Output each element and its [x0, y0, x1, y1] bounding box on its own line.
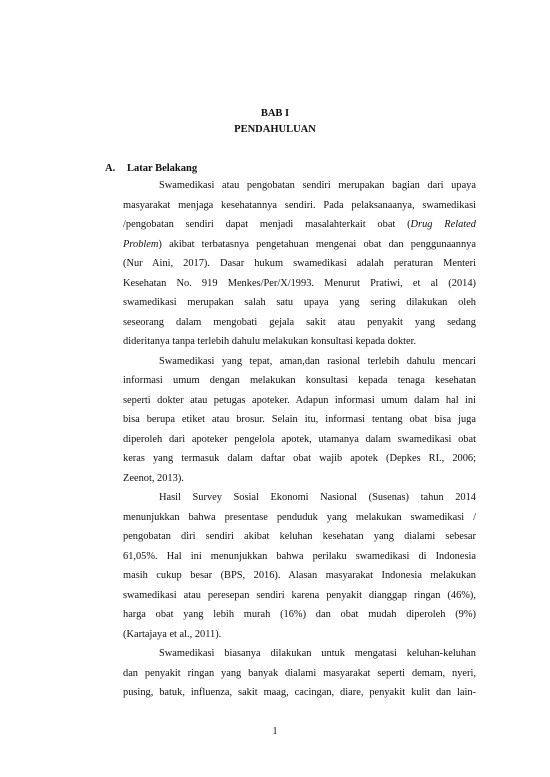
text-line: swamedikasi atau peresepan sendiri karena penyakit dianggap ringan (46%),: [123, 589, 476, 601]
text-line: seperti dokter atau petugas apoteker. Adapun informasi umum dalam hal ini: [123, 394, 476, 406]
text-line: seseorang dalam mengobati gejala sakit atau penyakit yang sedang: [123, 316, 476, 328]
text-line: informasi umum dengan melakukan konsultasi kepada tenaga kesehatan: [123, 375, 476, 386]
body-text: [123, 176, 476, 703]
text-line: masyarakat menjaga kesehatannya sendiri. Pada pelaksanaanya, swamedikasi: [123, 199, 476, 211]
text-line: (Kartajaya et al., 2011).: [123, 628, 222, 640]
text-line: swamedikasi merupakan salah satu upaya yang sering dilakukan oleh: [123, 297, 476, 308]
text-line: dideritanya tanpa terlebih dahulu melakukan konsultasi kepada dokter.: [123, 336, 417, 347]
text-line: pusing, batuk, influenza, sakit maag, cacingan, diare, penyakit kulit dan lain-: [123, 687, 476, 698]
paragraph: [123, 176, 476, 352]
chapter-title: PENDAHULUAN: [234, 124, 316, 135]
text-line: diperoleh dari apoteker pengelola apotek, utamanya dalam swamedikasi obat: [123, 433, 476, 445]
text-line: masih cukup besar (BPS, 2016). Alasan masyarakat Indonesia melakukan: [123, 570, 476, 581]
text-line: Zeenot, 2013).: [123, 472, 184, 484]
text-line: Swamedikasi biasanya dilakukan untuk mengatasi keluhan-keluhan: [159, 648, 476, 659]
paragraph: [123, 352, 476, 489]
paragraph: [123, 644, 476, 703]
text-line: pengobatan diri sendiri akibat keluhan kesehatan yang dialami sebesar: [123, 531, 476, 542]
paragraph: [123, 488, 476, 644]
text-line: keras yang termasuk dalam daftar obat wajib apotek (Depkes RI., 2006;: [123, 453, 476, 464]
section-letter: A.: [105, 163, 116, 174]
text-line: dan penyakit ringan yang banyak dialami masyarakat seperti demam, nyeri,: [123, 667, 476, 679]
text-line: Hasil Survey Sosial Ekonomi Nasional (Susenas) tahun 2014: [159, 492, 476, 503]
text-line: Swamedikasi atau pengobatan sendiri merupakan bagian dari upaya: [159, 180, 476, 191]
page-number: 1: [272, 726, 278, 737]
text-line: (Nur Aini, 2017). Dasar hukum swamedikasi adalah peraturan Menteri: [123, 258, 476, 269]
section-title: Latar Belakang: [127, 163, 198, 174]
text-line: bisa berupa etiket atau brosur. Selain itu, informasi tentang obat bisa juga: [123, 414, 476, 425]
section-heading: [105, 163, 197, 174]
text-line: /pengobatan sendiri dapat menjadi masalahterkait obat (Drug Related: [123, 219, 476, 230]
text-line: Swamedikasi yang tepat, aman,dan rasional terlebih dahulu mencari: [159, 355, 476, 367]
text-line: Kesehatan No. 919 Menkes/Per/X/1993. Menurut Pratiwi, et al (2014): [123, 277, 476, 289]
chapter-label: BAB I: [260, 108, 290, 119]
text-line: harga obat yang lebih murah (16%) dan obat mudah diperoleh (9%): [123, 609, 476, 620]
text-line: Problem) akibat terbatasnya pengetahuan mengenai obat dan penggunaannya: [123, 238, 476, 250]
text-line: 61,05%. Hal ini menunjukkan bahwa perilaku swamedikasi di Indonesia: [123, 550, 476, 562]
text-line: menunjukkan bahwa presentase penduduk yang melakukan swamedikasi /: [123, 511, 476, 523]
